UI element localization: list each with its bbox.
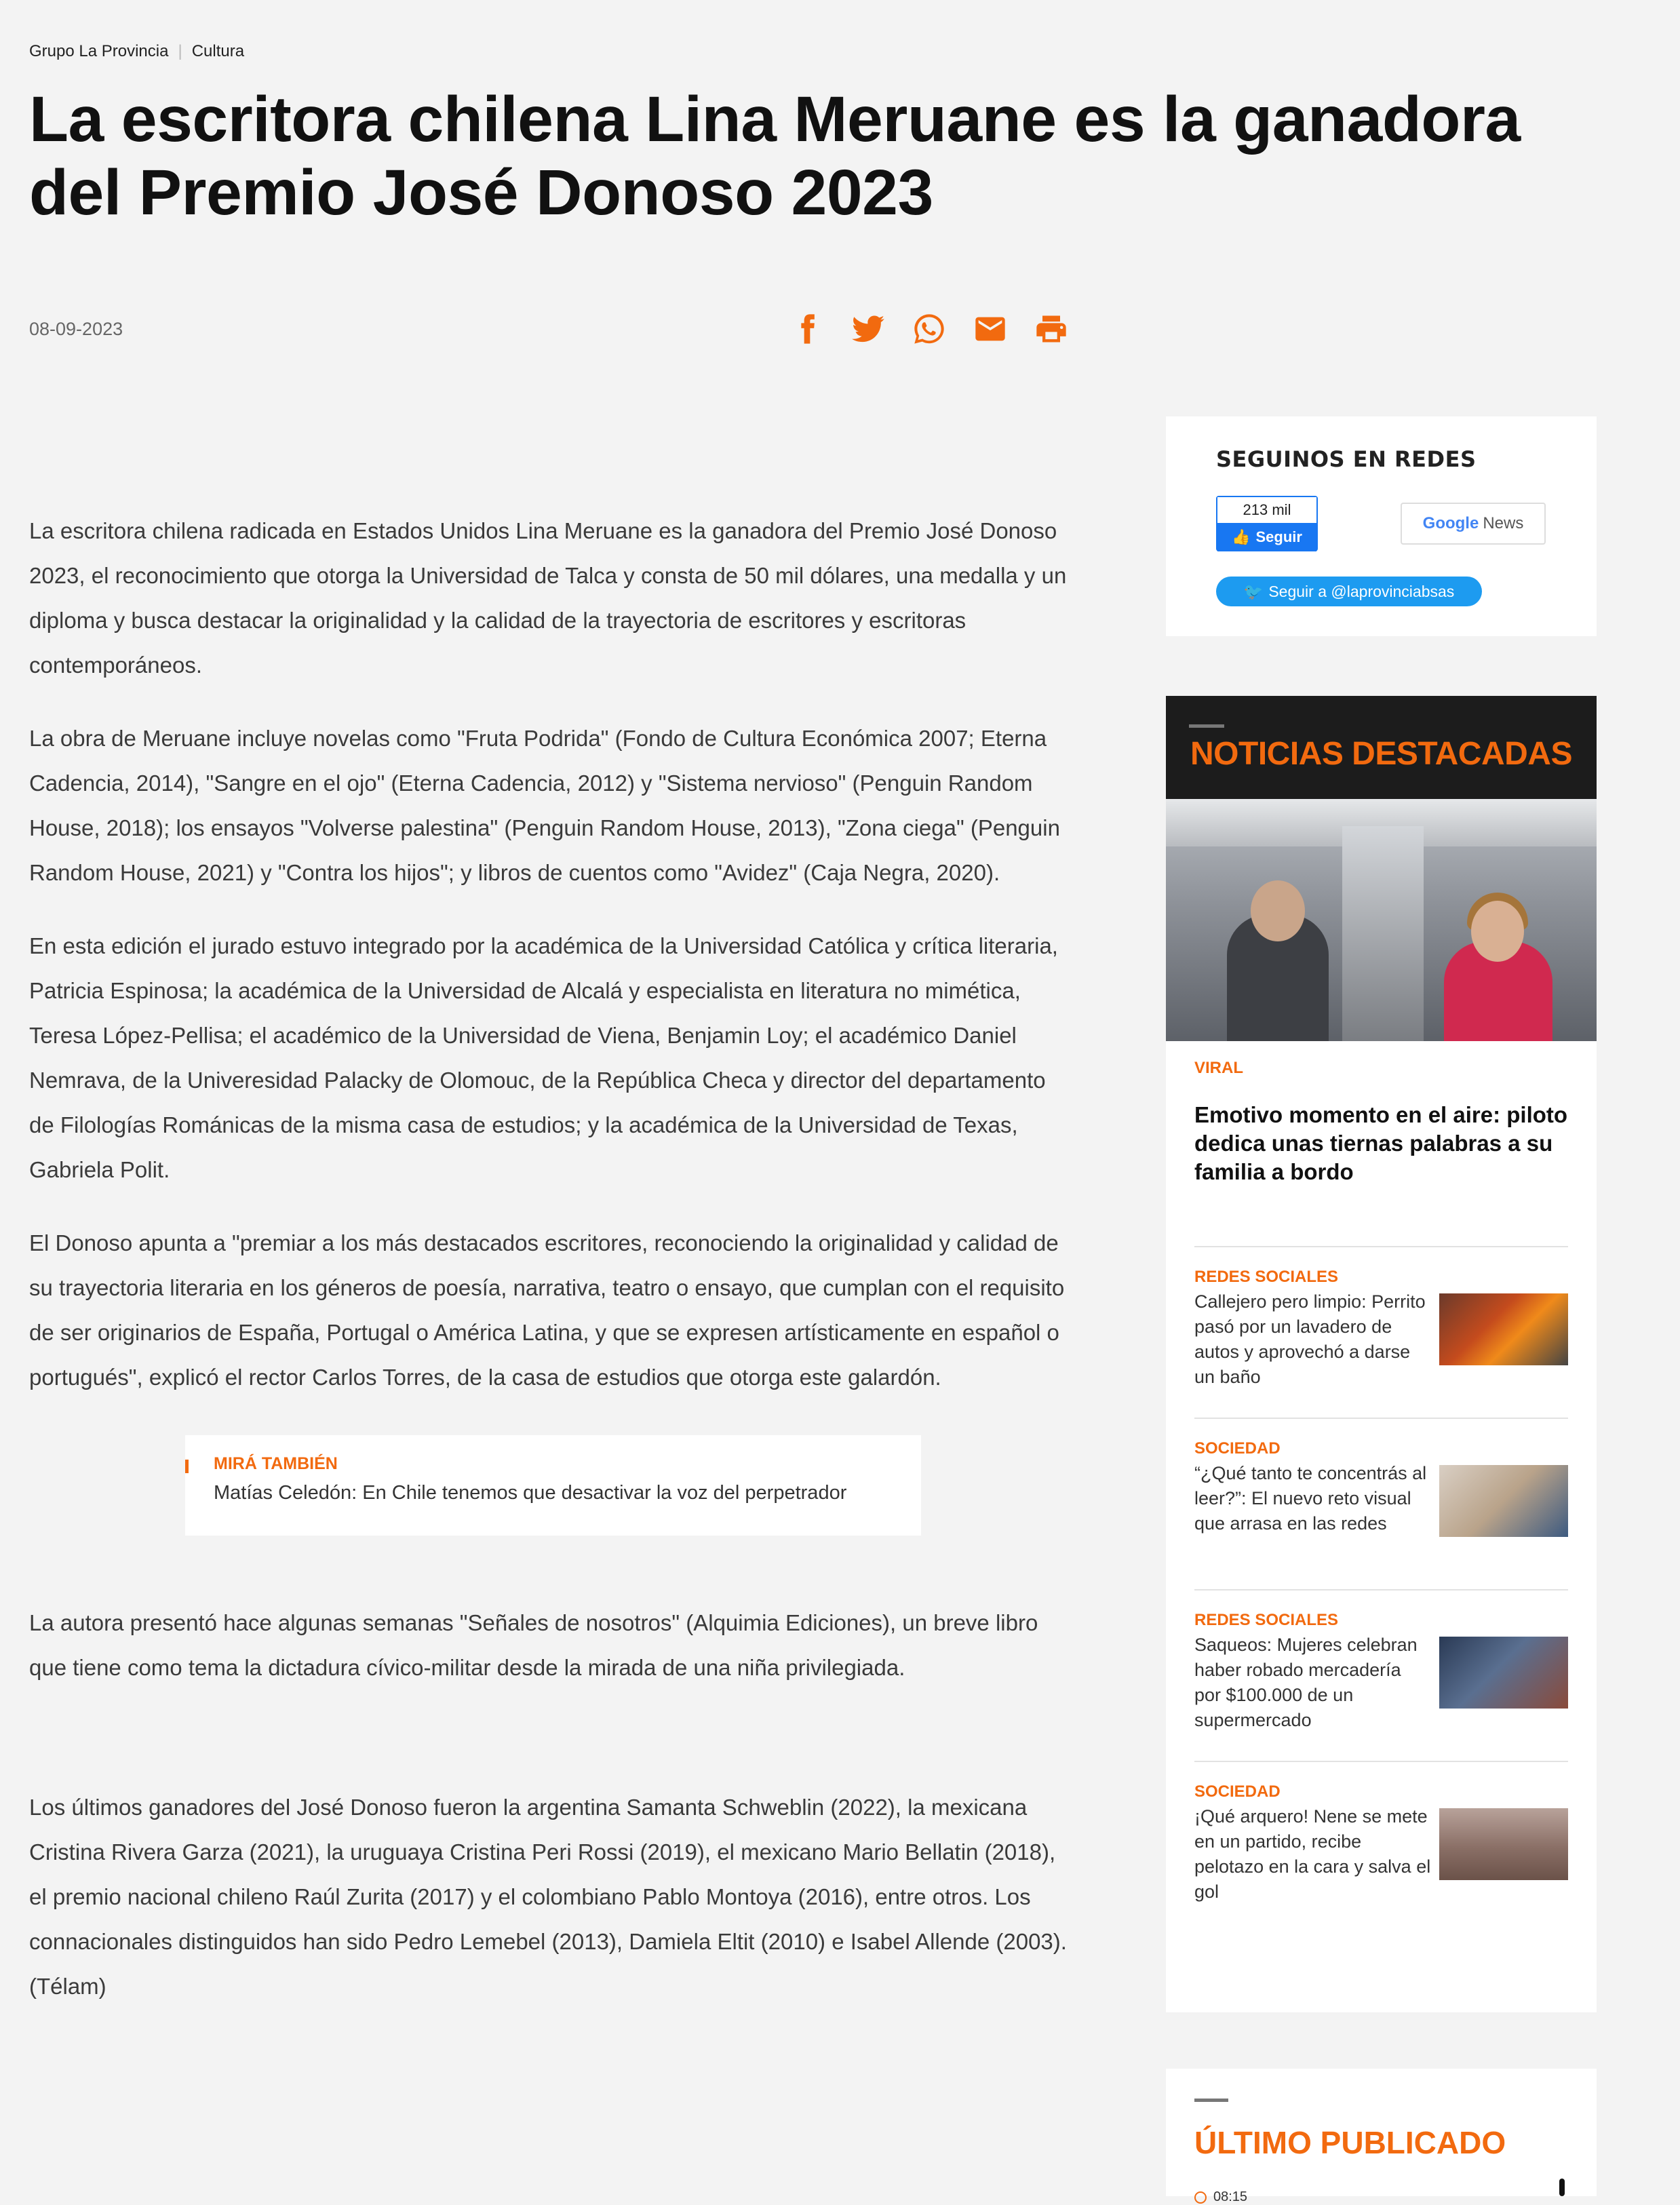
whatsapp-icon[interactable] bbox=[909, 309, 950, 349]
facebook-follow-label: Seguir bbox=[1255, 528, 1302, 545]
article-paragraph-6: Los últimos ganadores del José Donoso fueron la argentina Samanta Schweblin (2022), la mexicana Cristina Rivera Garza (2021), la uruguaya Cristina Peri Rossi (2019), el mexicano Mario Bellatin (2018), el premio nacional chileno Raúl Zurita (2017) y el colombiano Pablo Montoya (2016), entre otros. Los connacionales distinguidos han sido Pedro Lemebel (2013), Damiela Eltit (2010) e Isabel Allende (2003). (Télam) bbox=[29, 1795, 1067, 1999]
social-follow-box bbox=[1166, 416, 1597, 636]
list-item-title[interactable]: Callejero pero limpio: Perrito pasó por un lavadero de autos y aprovechó a darse un baño bbox=[1194, 1291, 1426, 1387]
list-item-thumbnail[interactable] bbox=[1439, 1808, 1568, 1880]
article-body bbox=[29, 509, 1074, 2037]
list-item[interactable] bbox=[1194, 1589, 1568, 1761]
related-article-box[interactable] bbox=[185, 1435, 921, 1536]
list-item-thumbnail[interactable] bbox=[1439, 1465, 1568, 1537]
passenger-man-head bbox=[1251, 880, 1305, 941]
google-news-label: News bbox=[1483, 514, 1524, 532]
featured-lead-title[interactable]: Emotivo momento en el aire: piloto dedica unas tiernas palabras a su familia a bordo bbox=[1194, 1102, 1568, 1184]
list-item[interactable] bbox=[1194, 1418, 1568, 1589]
featured-lead-image[interactable] bbox=[1166, 799, 1597, 1041]
google-news-button[interactable] bbox=[1401, 503, 1546, 545]
twitter-follow-label: Seguir a @laprovinciabsas bbox=[1268, 582, 1455, 600]
list-item-title[interactable]: “¿Qué tanto te concentrás al leer?”: El nuevo reto visual que arrasa en las redes bbox=[1194, 1463, 1427, 1534]
passenger-woman-head bbox=[1471, 901, 1524, 962]
breadcrumb-site-link[interactable]: Grupo La Provincia bbox=[29, 42, 169, 60]
list-item[interactable] bbox=[1194, 1246, 1568, 1418]
clock-icon bbox=[1194, 2191, 1207, 2204]
twitter-icon[interactable] bbox=[848, 309, 888, 349]
list-item-thumbnail[interactable] bbox=[1439, 1293, 1568, 1365]
breadcrumb-section-link[interactable]: Cultura bbox=[191, 42, 245, 60]
share-bar bbox=[787, 309, 1072, 349]
plane-aisle bbox=[1342, 826, 1424, 1041]
print-icon[interactable] bbox=[1031, 309, 1072, 349]
breadcrumb bbox=[29, 42, 244, 61]
latest-title: ÚLTIMO PUBLICADO bbox=[1194, 2125, 1506, 2160]
timeline-marker bbox=[1559, 2179, 1565, 2196]
google-news-logo-text: Google bbox=[1422, 514, 1479, 532]
latest-published-panel bbox=[1166, 2069, 1597, 2204]
list-item-category: SOCIEDAD bbox=[1194, 1439, 1281, 1458]
article-paragraph-1: La escritora chilena radicada en Estados Unidos Lina Meruane es la ganadora del Premio José Donoso 2023, el reconocimiento que otorga la Universidad de Talca y consta de 50 mil dólares, una medalla y un diploma y busca destacar la originalidad y la calidad de la trayectoria de escritores y escritoras contemporáneos. bbox=[29, 518, 1067, 678]
twitter-bird-icon: 🐦 bbox=[1243, 582, 1264, 600]
facebook-follow-button[interactable] bbox=[1217, 523, 1316, 551]
facebook-icon[interactable] bbox=[787, 309, 827, 349]
list-item-title[interactable]: Saqueos: Mujeres celebran haber robado mercadería por $100.000 de un supermercado bbox=[1194, 1635, 1418, 1730]
list-item-category: SOCIEDAD bbox=[1194, 1782, 1281, 1801]
list-item-title[interactable]: ¡Qué arquero! Nene se mete en un partido, recibe pelotazo en la cara y salva el gol bbox=[1194, 1806, 1431, 1902]
facebook-follower-count: 213 mil bbox=[1217, 497, 1316, 523]
latest-time-value: 08:15 bbox=[1213, 2189, 1248, 2204]
mail-icon[interactable] bbox=[970, 309, 1011, 349]
featured-header bbox=[1166, 696, 1597, 799]
article-paragraph-3: En esta edición el jurado estuvo integrado por la académica de la Universidad Católica y crítica literaria, Patricia Espinosa; la académica de la Universidad de Alcalá y especialista en literatura no mimética, Teresa López-Pellisa; el académico de la Universidad de Viena, Benjamin Loy; el académico Daniel Nemrava, de la Univeresidad Palacky de Olomouc, de la República Checa y director del departamento de Filologías Románicas de la misma casa de estudios; y la académica de la Universidad de Texas, Gabriela Polit. bbox=[29, 933, 1058, 1182]
breadcrumb-separator: | bbox=[178, 42, 182, 60]
latest-time bbox=[1194, 2189, 1597, 2205]
list-item-category: REDES SOCIALES bbox=[1194, 1611, 1339, 1629]
list-item[interactable] bbox=[1194, 1761, 1568, 1957]
related-label: MIRÁ TAMBIÉN bbox=[214, 1454, 338, 1473]
list-item-category: REDES SOCIALES bbox=[1194, 1268, 1339, 1286]
related-article-link[interactable]: Matías Celedón: En Chile tenemos que desactivar la voz del perpetrador bbox=[214, 1482, 847, 1504]
featured-lead-category: VIRAL bbox=[1194, 1059, 1243, 1077]
featured-list bbox=[1166, 1246, 1597, 1957]
article-date: 08-09-2023 bbox=[29, 319, 123, 339]
article-paragraph-2: La obra de Meruane incluye novelas como "Fruta Podrida" (Fondo de Cultura Económica 2007; Eterna Cadencia, 2014), "Sangre en el ojo" (Eterna Cadencia, 2012) y "Sistema nervioso" (Penguin Random House, 2018); los ensayos "Volverse palestina" (Penguin Random House, 2013), "Zona ciega" (Penguin Random House, 2021) y "Contra los hijos"; y libros de cuentos como "Avidez" (Caja Negra, 2020). bbox=[29, 726, 1060, 885]
social-box-title: SEGUINOS EN REDES bbox=[1216, 446, 1477, 472]
featured-news-panel bbox=[1166, 696, 1597, 2012]
facebook-follow-widget[interactable] bbox=[1216, 496, 1318, 551]
article-headline: La escritora chilena Lina Meruane es la ganadora del Premio José Donoso 2023 bbox=[29, 83, 1521, 229]
featured-title: NOTICIAS DESTACADAS bbox=[1190, 736, 1572, 772]
article-paragraph-5: La autora presentó hace algunas semanas "Señales de nosotros" (Alquimia Ediciones), un breve libro que tiene como tema la dictadura cívico-militar desde la mirada de una niña privilegiada. bbox=[29, 1610, 1038, 1680]
list-item-thumbnail[interactable] bbox=[1439, 1637, 1568, 1709]
featured-lead[interactable] bbox=[1166, 1041, 1597, 1186]
twitter-follow-button[interactable] bbox=[1216, 577, 1482, 606]
article-paragraph-4: El Donoso apunta a "premiar a los más destacados escritores, reconociendo la originalidad y calidad de su trayectoria literaria en los géneros de poesía, narrativa, teatro o ensayo, que cumplan con el requisito de ser originarios de España, Portugal o América Latina, y que se expresen artísticamente en español o portugués", explicó el rector Carlos Torres, de la casa de estudios que otorga este galardón. bbox=[29, 1230, 1065, 1390]
thumbs-up-icon: 👍 bbox=[1232, 528, 1251, 545]
